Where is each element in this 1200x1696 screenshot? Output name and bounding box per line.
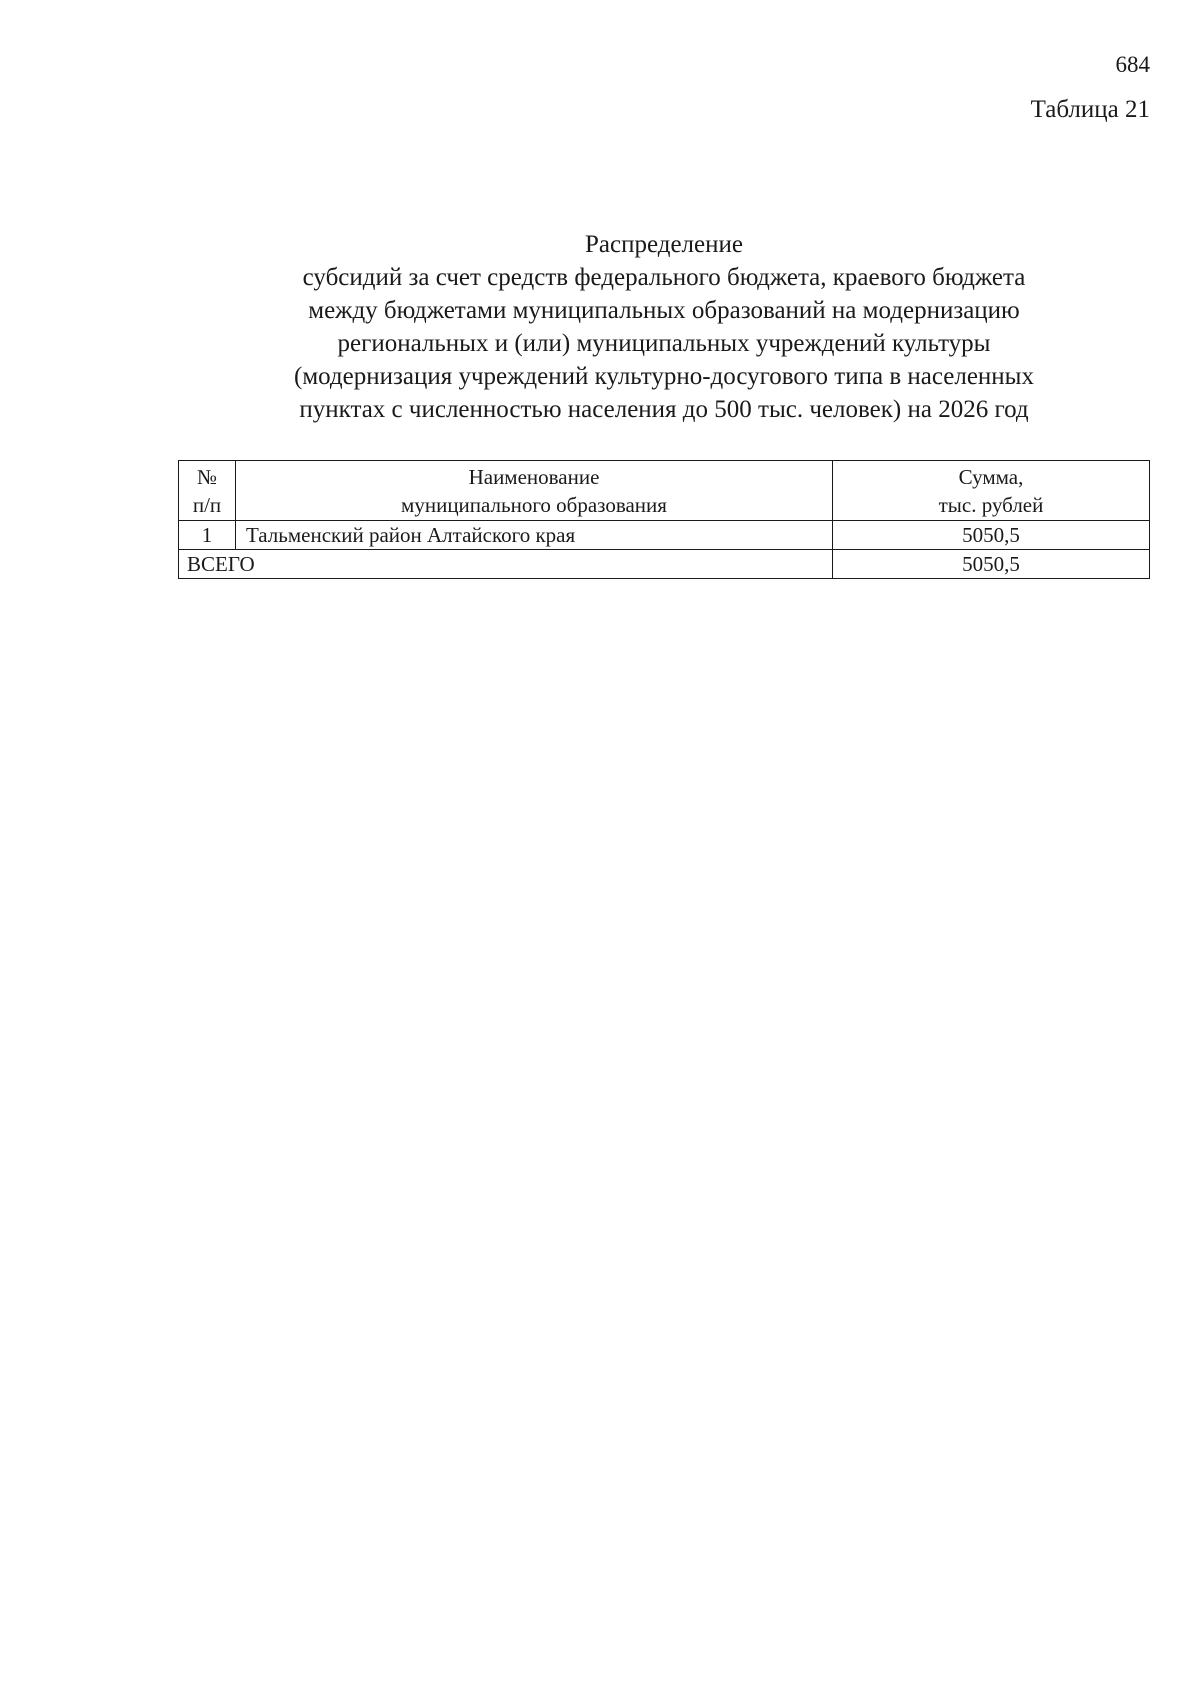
title-line: между бюджетами муниципальных образований на модернизацию — [308, 297, 1020, 324]
header-number-line1: № — [196, 465, 218, 489]
title-line: пунктах с численностью населения до 500 тыс. человек) на 2026 год — [299, 396, 1029, 423]
header-number-line2: п/п — [192, 493, 222, 517]
title-line: Распределение — [585, 231, 743, 258]
title-line: (модернизация учреждений культурно-досугового типа в населенных — [294, 363, 1034, 390]
header-number — [179, 461, 236, 521]
table-row — [179, 521, 1150, 550]
table-header-row — [179, 461, 1150, 521]
table-total-row — [179, 550, 1150, 579]
total-label: ВСЕГО — [179, 550, 833, 579]
header-sum — [833, 461, 1150, 521]
row-sum: 5050,5 — [833, 521, 1150, 550]
title-line: региональных и (или) муниципальных учреждений культуры — [337, 330, 991, 357]
header-sum-line1: Сумма, — [958, 465, 1024, 489]
header-name-line1: Наименование — [468, 465, 600, 489]
document-title — [178, 228, 1150, 426]
total-sum: 5050,5 — [833, 550, 1150, 579]
header-sum-line2: тыс. рублей — [938, 493, 1044, 517]
row-number: 1 — [179, 521, 236, 550]
distribution-table — [178, 460, 1150, 579]
page-number: 684 — [1115, 52, 1150, 77]
row-name: Тальменский район Алтайского края — [236, 521, 833, 550]
table-label: Таблица 21 — [1030, 96, 1150, 123]
header-name — [236, 461, 833, 521]
header-name-line2: муниципального образования — [401, 493, 667, 517]
title-line: субсидий за счет средств федерального бюджета, краевого бюджета — [302, 264, 1026, 291]
